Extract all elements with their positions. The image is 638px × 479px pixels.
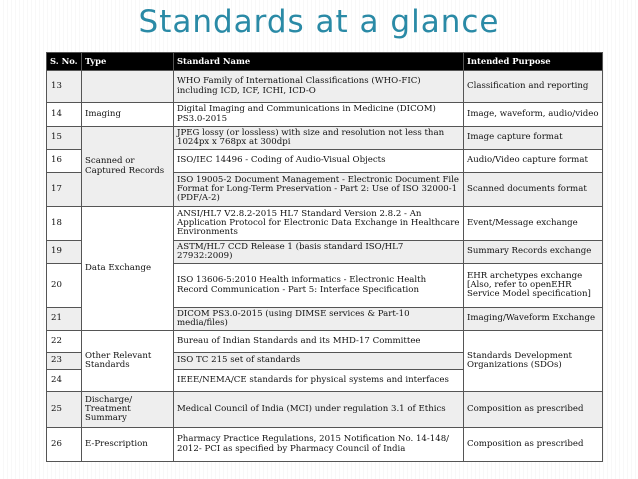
table-row [47,127,603,150]
cell-type: E-Prescription [82,428,174,462]
table-header-row [47,53,603,71]
cell-sno: 18 [47,207,82,241]
cell-standard-name: JPEG lossy (or lossless) with size and resolution not less than 1024px x 768px at 300dpi [174,127,464,150]
cell-type: Other Relevant Standards [82,331,174,392]
cell-standard-name: Bureau of Indian Standards and its MHD-17 Committee [174,331,464,353]
cell-standard-name: ISO/IEC 14496 - Coding of Audio-Visual Objects [174,150,464,173]
table-row [47,428,603,462]
table-row [47,71,603,103]
header-intended-purpose: Intended Purpose [464,53,603,71]
cell-sno: 25 [47,392,82,428]
cell-sno: 13 [47,71,82,103]
cell-purpose: Classification and reporting [464,71,603,103]
header-sno: S. No. [47,53,82,71]
cell-type: Discharge/ Treatment Summary [82,392,174,428]
table-row [47,331,603,353]
header-type: Type [82,53,174,71]
cell-sno: 14 [47,103,82,127]
cell-standard-name: IEEE/NEMA/CE standards for physical systems and interfaces [174,370,464,392]
cell-sno: 23 [47,353,82,370]
cell-purpose: Audio/Video capture format [464,150,603,173]
cell-sno: 16 [47,150,82,173]
cell-sno: 22 [47,331,82,353]
cell-purpose: EHR archetypes exchange [Also, refer to openEHR Service Model specification] [464,264,603,308]
cell-type: Scanned or Captured Records [82,127,174,207]
cell-purpose: Composition as prescribed [464,392,603,428]
cell-type [82,71,174,103]
table-row [47,392,603,428]
cell-sno: 26 [47,428,82,462]
cell-purpose: Image capture format [464,127,603,150]
cell-sno: 15 [47,127,82,150]
cell-standard-name: ISO TC 215 set of standards [174,353,464,370]
cell-standard-name: Digital Imaging and Communications in Medicine (DICOM) PS3.0-2015 [174,103,464,127]
cell-standard-name: ANSI/HL7 V2.8.2-2015 HL7 Standard Version 2.8.2 - An Application Protocol for Electronic Data Exchange in Healthcare Environments [174,207,464,241]
header-standard-name: Standard Name [174,53,464,71]
cell-purpose: Scanned documents format [464,173,603,207]
cell-sno: 24 [47,370,82,392]
table-row [47,103,603,127]
cell-type: Imaging [82,103,174,127]
table-row [47,207,603,241]
cell-standard-name: ISO 13606-5:2010 Health informatics - Electronic Health Record Communication - Part 5: Interface Specification [174,264,464,308]
standards-table [46,52,603,462]
cell-type: Data Exchange [82,207,174,331]
cell-standard-name: DICOM PS3.0-2015 (using DIMSE services & Part-10 media/files) [174,308,464,331]
cell-purpose: Imaging/Waveform Exchange [464,308,603,331]
cell-purpose: Event/Message exchange [464,207,603,241]
cell-purpose: Composition as prescribed [464,428,603,462]
cell-standard-name: ISO 19005-2 Document Management - Electronic Document File Format for Long-Term Preservation - Part 2: Use of ISO 32000-1 (PDF/A-2) [174,173,464,207]
cell-purpose: Summary Records exchange [464,241,603,264]
cell-purpose-merged: Standards Development Organizations (SDOs) [464,331,603,392]
cell-standard-name: Pharmacy Practice Regulations, 2015 Notification No. 14-148/ 2012- PCI as specified by Pharmacy Council of India [174,428,464,462]
cell-standard-name: Medical Council of India (MCI) under regulation 3.1 of Ethics [174,392,464,428]
cell-sno: 21 [47,308,82,331]
cell-standard-name: WHO Family of International Classifications (WHO-FIC) including ICD, ICF, ICHI, ICD-O [174,71,464,103]
cell-sno: 19 [47,241,82,264]
cell-sno: 20 [47,264,82,308]
slide-title: Standards at a glance [138,4,500,40]
cell-purpose: Image, waveform, audio/video [464,103,603,127]
cell-standard-name: ASTM/HL7 CCD Release 1 (basis standard ISO/HL7 27932:2009) [174,241,464,264]
cell-sno: 17 [47,173,82,207]
